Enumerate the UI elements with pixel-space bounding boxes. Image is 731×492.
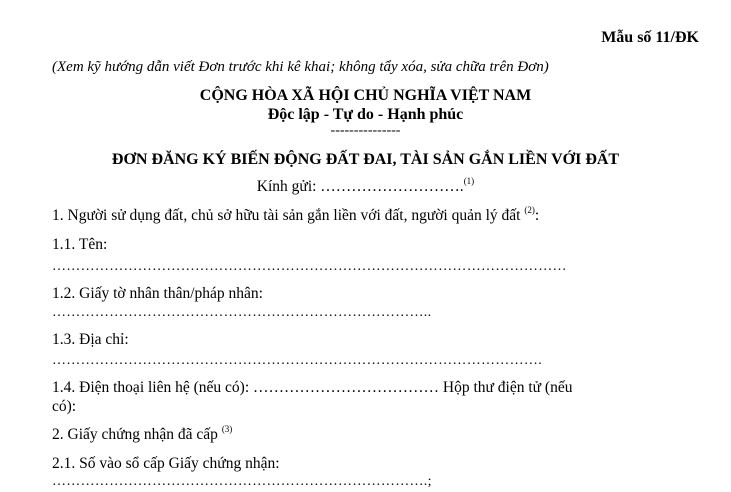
- recipient-line: [0, 178, 731, 196]
- section-2-1-fill[interactable]: …………………………………………………………………….;: [52, 474, 432, 489]
- section-2-1-label: 2.1. Số vào sổ cấp Giấy chứng nhận:: [52, 455, 280, 472]
- nation-heading: CỘNG HÒA XÃ HỘI CHỦ NGHĨA VIỆT NAM: [199, 87, 532, 104]
- document-title: ĐƠN ĐĂNG KÝ BIẾN ĐỘNG ĐẤT ĐAI, TÀI SẢN GẮN LIỀN VỚI ĐẤT: [111, 151, 620, 168]
- section-2: [52, 426, 232, 444]
- section-1-4-label: 1.4. Điện thoại liên hệ (nếu có): ……………………………… Hộp thư điện tử (nếu: [52, 379, 573, 396]
- recipient-footnote: (1): [463, 176, 475, 186]
- section-1-3-fill[interactable]: ………………………………………………………………………………………….: [52, 353, 542, 368]
- motto-heading: Độc lập - Tự do - Hạnh phúc: [267, 106, 464, 123]
- section-1-suffix: :: [534, 207, 540, 224]
- section-1-1-label: 1.1. Tên:: [52, 236, 108, 253]
- section-1-1-fill[interactable]: ………………………………………………………………………………………………: [52, 259, 567, 274]
- section-2-footnote: (3): [221, 424, 233, 434]
- section-1: [52, 207, 539, 225]
- section-1-2-fill[interactable]: ……………………………………………………………………..: [52, 305, 432, 320]
- section-1-footnote: (2): [524, 205, 535, 215]
- section-1-2-label: 1.2. Giấy tờ nhân thân/pháp nhân:: [52, 285, 263, 302]
- form-number: Mẫu số 11/ĐK: [601, 29, 699, 46]
- guide-note: (Xem kỹ hướng dẫn viết Đơn trước khi kê khai; không tẩy xóa, sửa chữa trên Đơn): [52, 59, 549, 75]
- section-1-3-label: 1.3. Địa chỉ:: [52, 331, 129, 348]
- section-1-label: 1. Người sử dụng đất, chủ sở hữu tài sản gắn liền với đất, người quản lý đất: [52, 207, 521, 224]
- recipient-label: Kính gửi: ……………………….: [256, 178, 464, 195]
- section-2-label: 2. Giấy chứng nhận đã cấp: [52, 426, 218, 443]
- separator-line: ---------------: [330, 123, 401, 138]
- section-1-4-wrap: có):: [52, 398, 77, 415]
